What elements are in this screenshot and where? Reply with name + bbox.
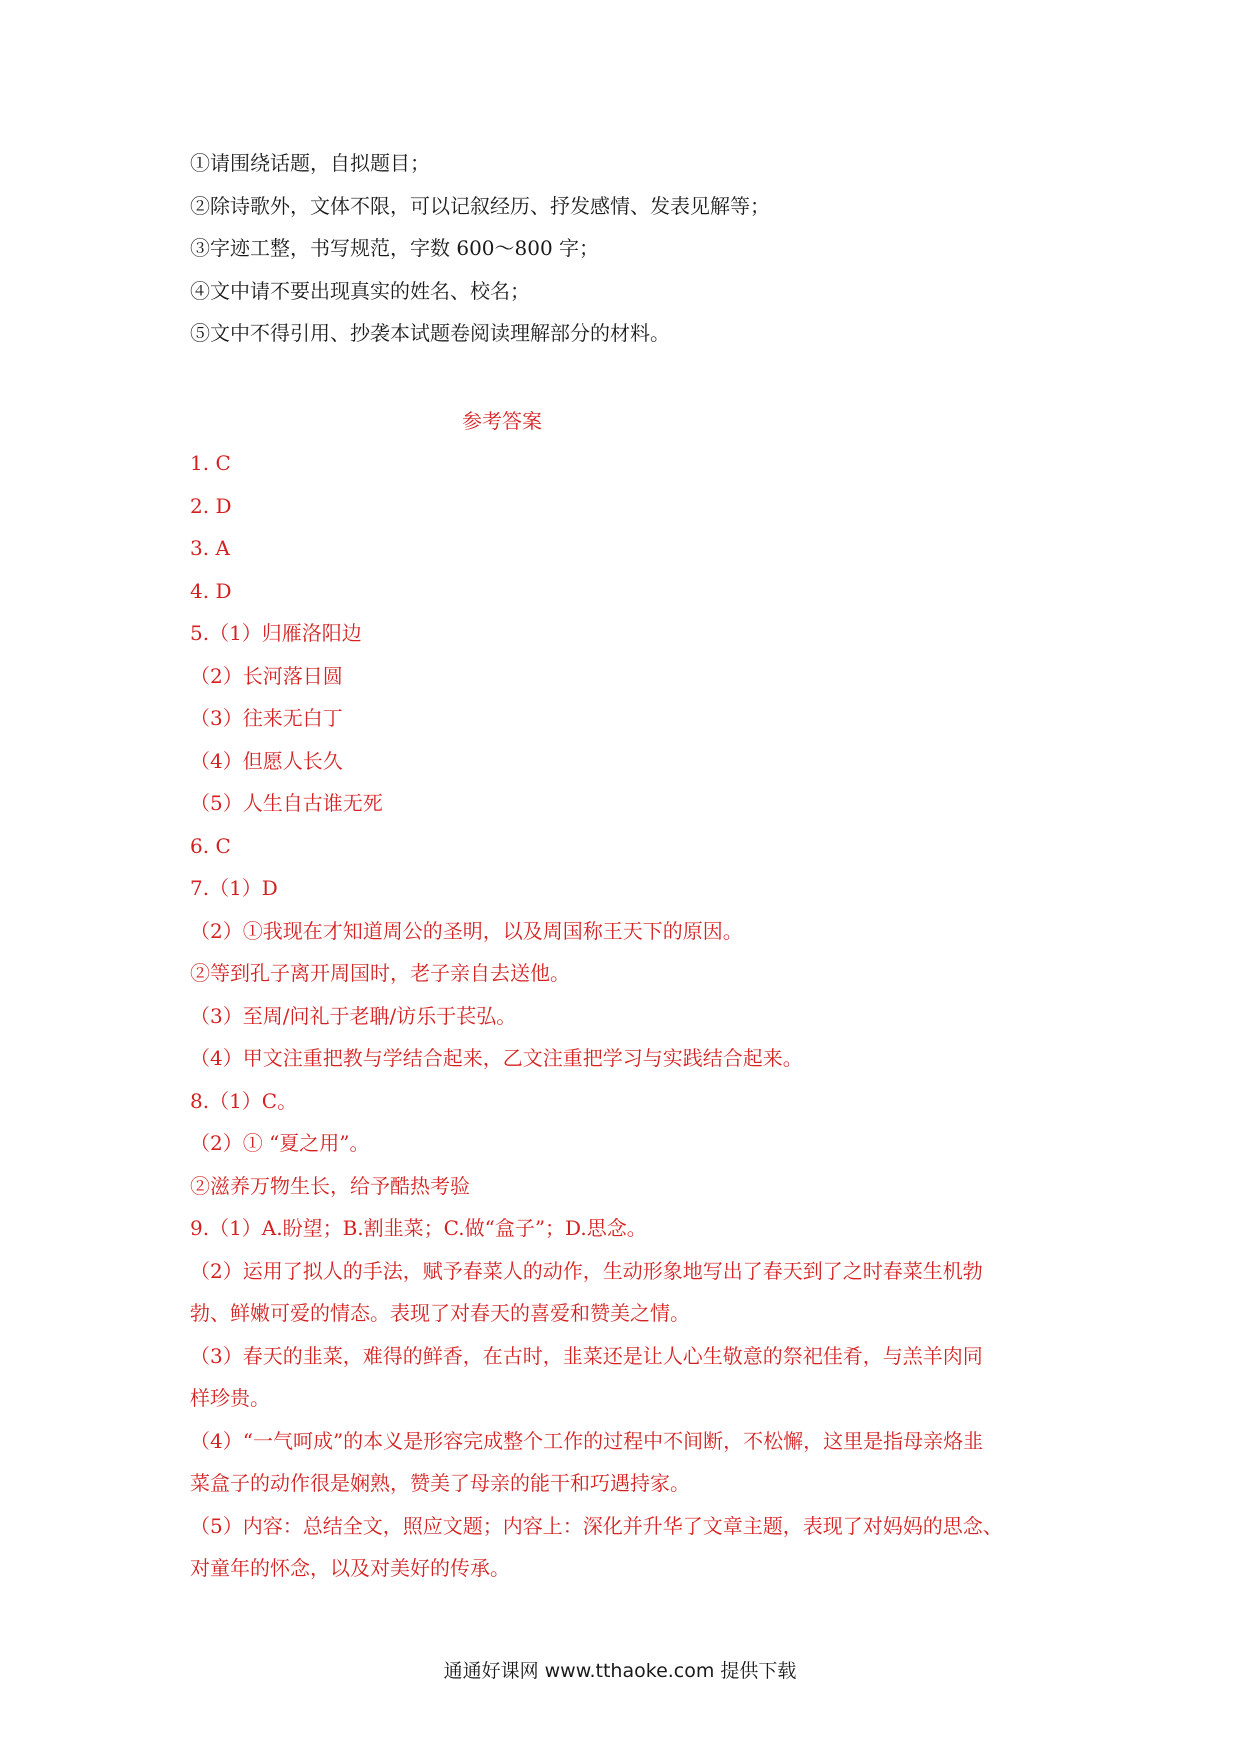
answer-line: 7.（1）D [190, 876, 278, 900]
answer-line: （3）春天的韭菜，难得的鲜香，在古时，韭菜还是让人心生敬意的祭祀佳肴，与羔羊肉同 [190, 1344, 983, 1368]
answer-line: 9.（1）A.盼望；B.割韭菜；C.做“盒子”；D.思念。 [190, 1216, 647, 1240]
answer-line: （3）至周/问礼于老聃/访乐于苌弘。 [190, 1004, 517, 1028]
answer-line: （2）①我现在才知道周公的圣明，以及周国称王天下的原因。 [190, 919, 743, 943]
answer-line: 6. C [190, 834, 231, 858]
answer-line: （4）甲文注重把教与学结合起来，乙文注重把学习与实践结合起来。 [190, 1046, 803, 1070]
requirement-3: ③字迹工整，书写规范，字数 600～800 字； [190, 236, 600, 260]
requirement-1: ①请围绕话题，自拟题目； [190, 151, 430, 175]
answer-line: 8.（1）C。 [190, 1089, 298, 1113]
answer-line: （2）① “夏之用”。 [190, 1131, 370, 1155]
answers-title: 参考答案 [462, 409, 542, 433]
answer-line: （2）运用了拟人的手法，赋予春菜人的动作，生动形象地写出了春天到了之时春菜生机勃 [190, 1259, 983, 1283]
answer-line: 菜盒子的动作很是娴熟，赞美了母亲的能干和巧遇持家。 [190, 1471, 690, 1495]
answer-line: 3. A [190, 536, 230, 560]
answer-line: 2. D [190, 494, 232, 518]
answer-line: （2）长河落日圆 [190, 664, 343, 688]
answer-line: 对童年的怀念，以及对美好的传承。 [190, 1556, 510, 1580]
answer-line: 样珍贵。 [190, 1386, 270, 1410]
footer-credit: 通通好课网 www.tthaoke.com 提供下载 [443, 1660, 797, 1682]
answer-line: 勃、鲜嫩可爱的情态。表现了对春天的喜爱和赞美之情。 [190, 1301, 690, 1325]
answer-line: （3）往来无白丁 [190, 706, 343, 730]
answer-line: （5）内容：总结全文，照应文题；内容上：深化并升华了文章主题，表现了对妈妈的思念、 [190, 1514, 1003, 1538]
answer-line: 1. C [190, 451, 231, 475]
answer-line: ②滋养万物生长，给予酷热考验 [190, 1174, 470, 1198]
answer-line: （5）人生自古谁无死 [190, 791, 383, 815]
answer-line: ②等到孔子离开周国时，老子亲自去送他。 [190, 961, 570, 985]
answer-line: 4. D [190, 579, 232, 603]
answer-line: 5.（1）归雁洛阳边 [190, 621, 362, 645]
requirement-4: ④文中请不要出现真实的姓名、校名； [190, 279, 530, 303]
answer-line: （4）但愿人长久 [190, 749, 343, 773]
answer-line: （4）“一气呵成”的本义是形容完成整个工作的过程中不间断，不松懈，这里是指母亲烙韭 [190, 1429, 984, 1453]
requirement-5: ⑤文中不得引用、抄袭本试题卷阅读理解部分的材料。 [190, 321, 670, 345]
requirement-2: ②除诗歌外，文体不限，可以记叙经历、抒发感情、发表见解等； [190, 194, 770, 218]
